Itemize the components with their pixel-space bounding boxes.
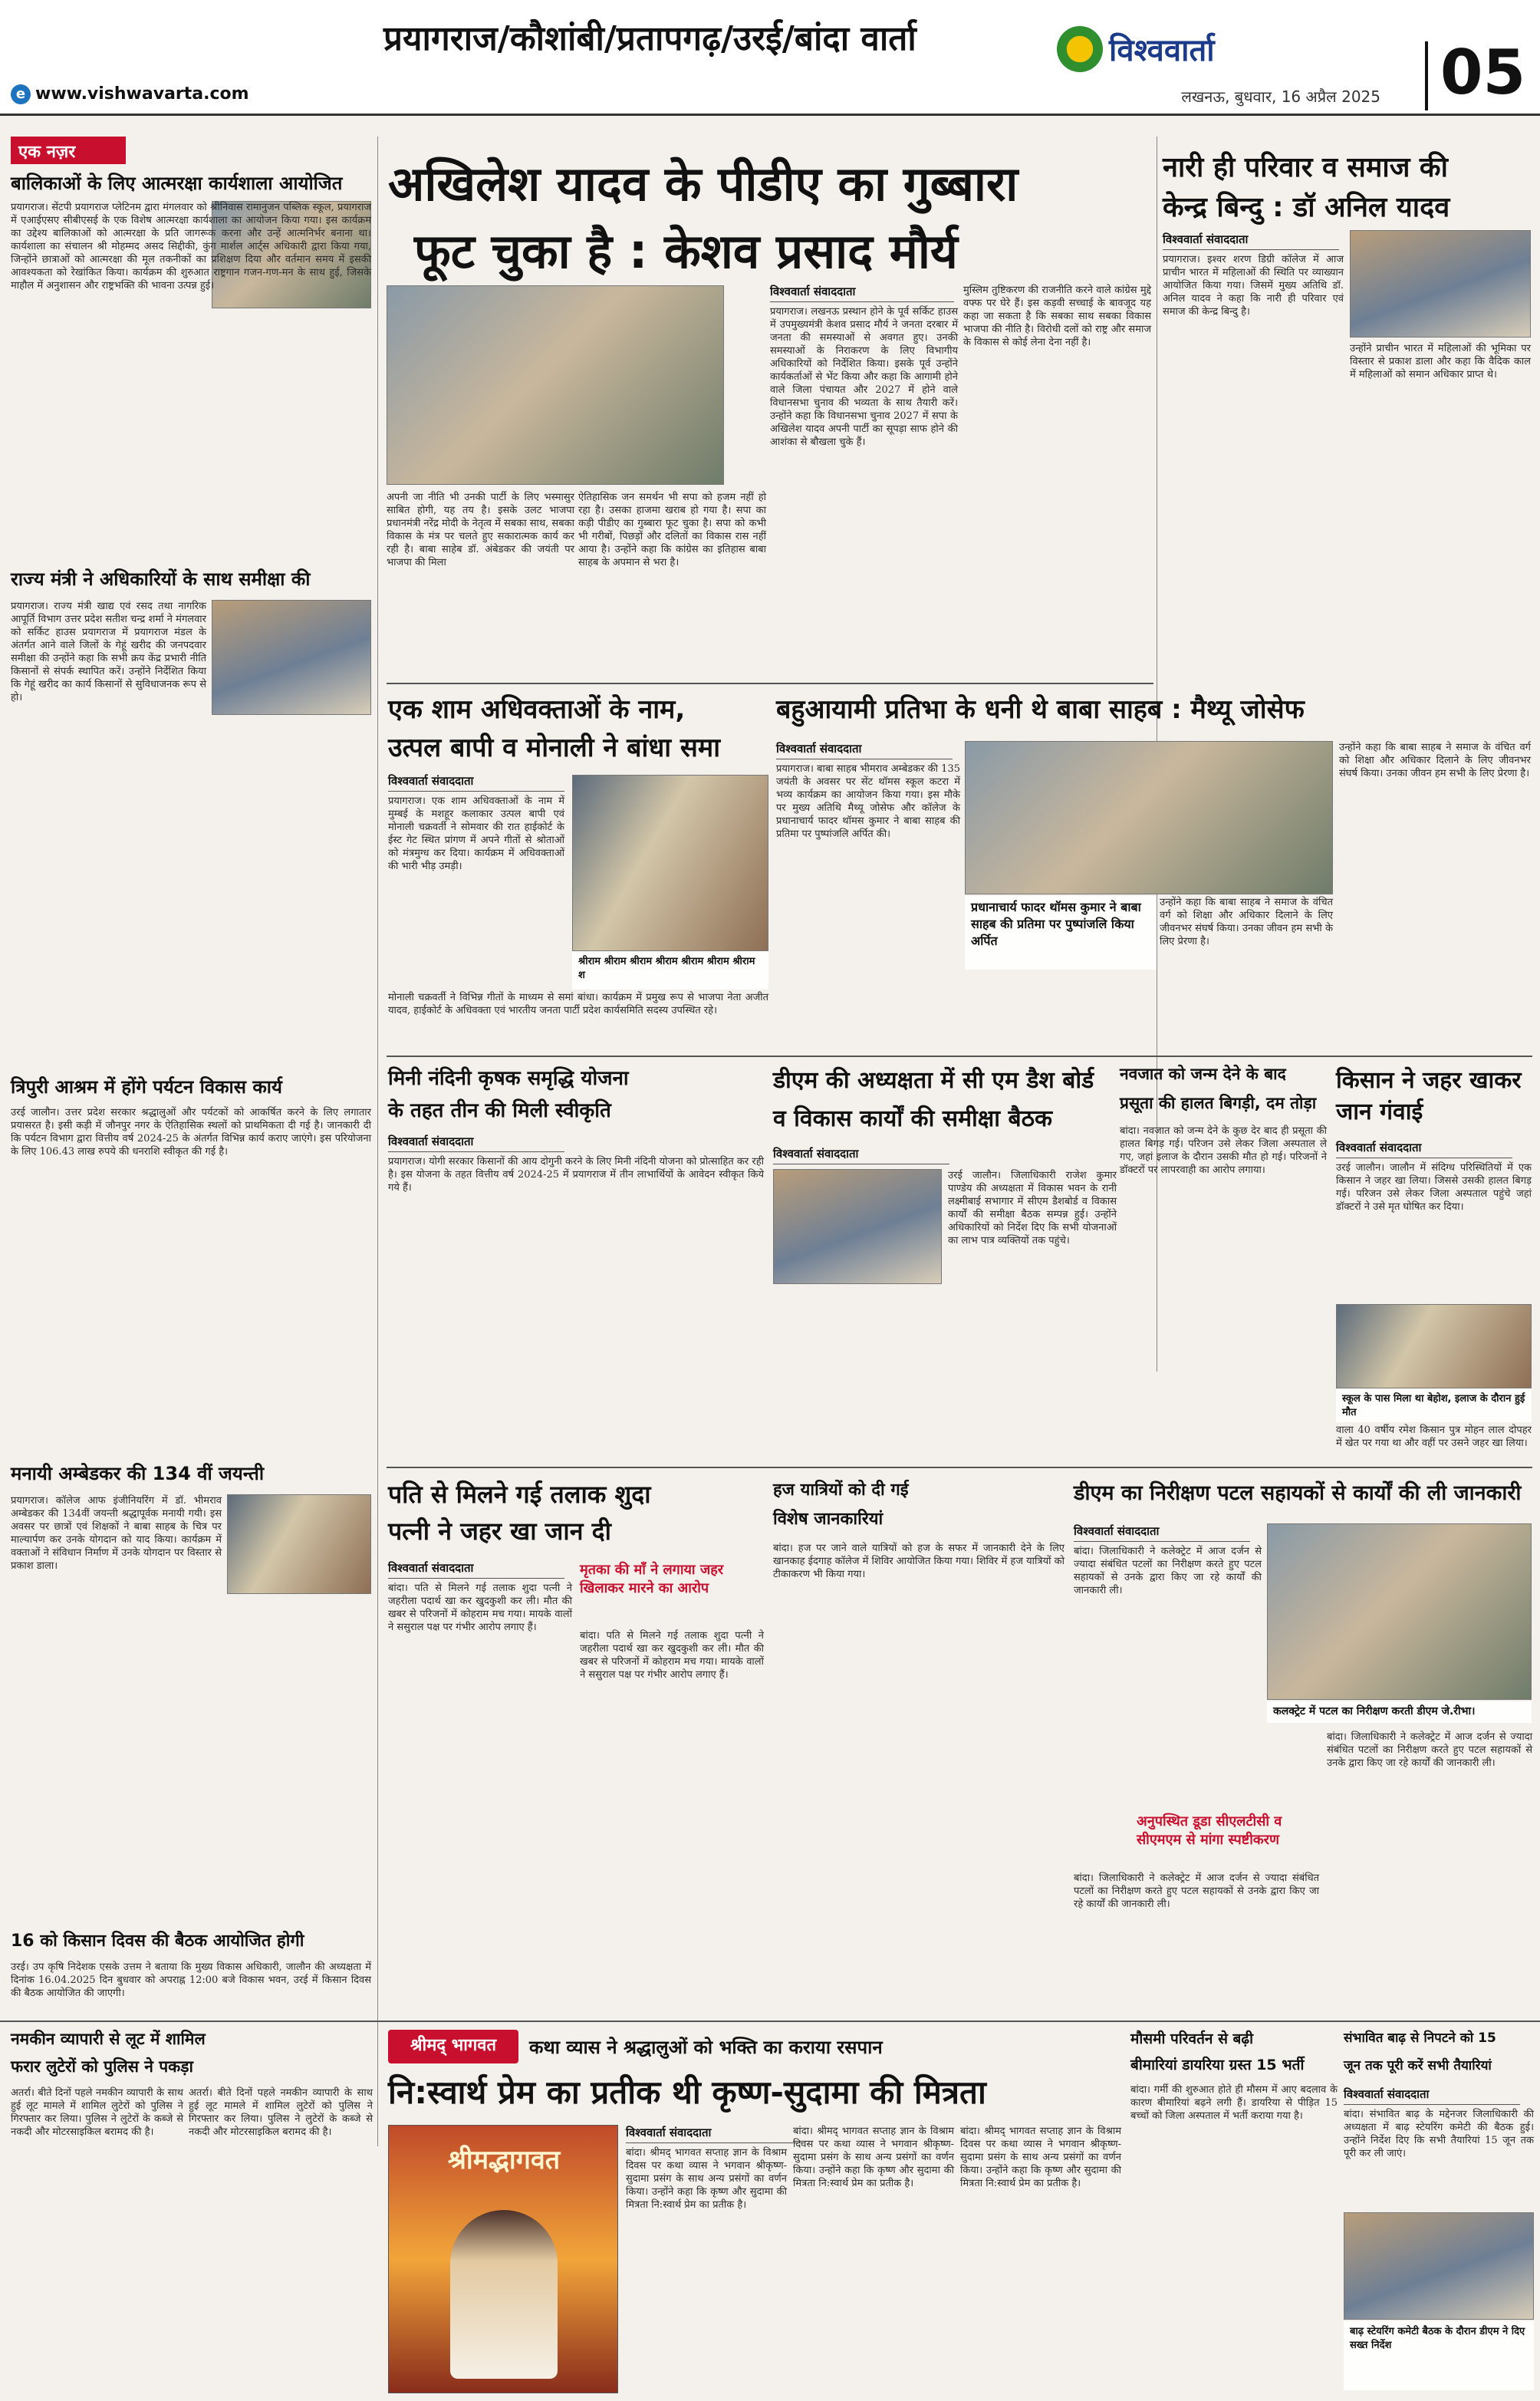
- baba-byline: विश्ववार्ता संवाददाता: [776, 741, 953, 759]
- pati-body: बांदा। पति से मिलने गई तलाक शुदा पत्नी ने जहरीला पदार्थ खा कर खुदकुशी कर ली। मौत की खबर से परिजनों में कोहराम मच गया। मायके वालों ने ससुराल पक्ष पर गंभीर आरोप लगाए हैं।: [388, 1583, 576, 1633]
- baadh-photo-caption: बाढ़ स्टेयरिंग कमेटी बैठक के दौरान डीएम ने दिए सख्त निर्देश: [1344, 2321, 1534, 2390]
- mausam-headline-line-1: मौसमी परिवर्तन से बढ़ी: [1130, 2030, 1253, 2047]
- mini-headline-line-2: के तहत तीन की मिली स्वीकृति: [388, 1099, 611, 1122]
- bhagwat-byline: विश्ववार्ता संवाददाता: [626, 2125, 802, 2143]
- mid-photo: [572, 775, 768, 951]
- left-column: [11, 137, 375, 1951]
- pati-byline: विश्ववार्ता संवाददाता: [388, 1560, 564, 1579]
- website-icon: e: [11, 84, 31, 104]
- mini-body: प्रयागराज। योगी सरकार किसानों की आय दोगुनी करने के लिए मिनी नंदिनी योजना को प्रोत्साहित कर रही है। इस योजना के तहत वित्तीय वर्ष 2024-25 में प्रयागराज में तीन लाभार्थियों के आवेदन स्वीकृत किये गये हैं।: [388, 1156, 768, 1194]
- pati-headline-line-1: पति से मिलने गई तलाक शुदा: [388, 1480, 651, 1509]
- mini-byline: विश्ववार्ता संवाददाता: [388, 1134, 564, 1152]
- bhagwat-poster-text: श्रीमद्भागवत: [447, 2145, 561, 2175]
- bhagwat-body: बांदा। श्रीमद् भागवत सप्ताह ज्ञान के विश्राम दिवस पर कथा व्यास ने भगवान श्रीकृष्ण-सुदामा प्रसंग के साथ अन्य प्रसंगों का वर्णन किया। उन्होंने कहा कि कृष्ण और सुदामा की मित्रता नि:स्वार्थ प्रेम का प्रतीक है।: [626, 2147, 791, 2211]
- website-url[interactable]: www.vishwavarta.com: [35, 84, 249, 104]
- baba-body-3: उन्होंने कहा कि बाबा साहब ने समाज के वंचित वर्ग को शिक्षा और अधिकार दिलाने के लिए जीवनभर संघर्ष किया। उनका जीवन हम सभी के लिए प्रेरणा है।: [1339, 742, 1535, 779]
- baadh-body: बांदा। संभावित बाढ़ के मद्देनजर जिलाधिकारी की अध्यक्षता में बाढ़ स्टेयरिंग कमेटी की बैठक हुई। उन्होंने निर्देश दिए कि सभी तैयारियां 15 जून तक पूरी कर ली जाएं।: [1344, 2109, 1538, 2159]
- mausam-body: बांदा। गर्मी की शुरुआत होते ही मौसम में आए बदलाव के कारण बीमारियां बढ़ने लगी हैं। डायरिया से पीड़ित 15 बच्चों को जिला अस्पताल में भर्ती कराया गया है।: [1130, 2084, 1341, 2122]
- bhagwat-body-3: बांदा। श्रीमद् भागवत सप्ताह ज्ञान के विश्राम दिवस पर कथा व्यास ने भगवान श्रीकृष्ण-सुदामा प्रसंग के साथ अन्य प्रसंगों का वर्णन किया। उन्होंने कहा कि कृष्ण और सुदामा की मित्रता नि:स्वार्थ प्रेम का प्रतीक है।: [960, 2126, 1125, 2189]
- kisan-photo-caption: स्कूल के पास मिला था बेहोश, इलाज के दौरान हुई मौत: [1336, 1388, 1532, 1422]
- kisan-photo: [1336, 1304, 1532, 1388]
- namkeen-headline-line-2: फरार लुटेरों को पुलिस ने पकड़ा: [11, 2057, 193, 2076]
- left-story-3-body: उरई जालौन। उत्तर प्रदेश सरकार श्रद्धालुओं और पर्यटकों को आकर्षित करने के लिए लगातार प्रयासरत है। इसी कड़ी में जौनपुर नगर के ऐतिहासिक स्थलों को प्राथमिकता दी गई है। जानकारी दी कि पर्यटन विभाग द्वारा वित्तीय वर्ष 2024-25 के अंतर्गत विभिन्न कार्य कराए जाएंगे। इस परियोजना के लिए 106.43 लाख रुपये की धनराशि स्वीकृत की गई है।: [11, 1107, 375, 1158]
- baba-body: प्रयागराज। बाबा साहब भीमराव अम्बेडकर की 135 जयंती के अवसर पर सेंट थॉमस स्कूल कटरा में भव्य कार्यक्रम का आयोजन किया गया। इस मौके पर मुख्य अतिथि मैथ्यू जोसेफ और कॉलेज के प्रधानाचार्य फादर थॉमस कुमार ने बाबा साहब की प्रतिमा पर पुष्पांजलि अर्पित की।: [776, 763, 964, 840]
- lead-headline-line-2: फूट चुका है : केशव प्रसाद मौर्य: [414, 223, 958, 279]
- left-story-4-photo: [227, 1494, 371, 1594]
- dm-headline-line-1: डीएम की अध्यक्षता में सी एम डैश बोर्ड: [773, 1067, 1094, 1094]
- baadh-headline-line-1: संभावित बाढ़ से निपटने को 15: [1344, 2030, 1496, 2046]
- left-story-4-headline: मनायी अम्बेडकर की 134 वीं जयन्ती: [11, 1463, 265, 1484]
- baadh-byline: विश्ववार्ता संवाददाता: [1344, 2086, 1520, 2105]
- dm-visit-body: बांदा। जिलाधिकारी ने कलेक्ट्रेट में आज दर्जन से ज्यादा संबंधित पटलों का निरीक्षण करते हुए पटल सहायकों से उनके द्वारा किए जा रहे कार्यों की जानकारी ली।: [1074, 1546, 1265, 1596]
- lower-rule: [387, 1467, 1532, 1468]
- kisan-body: उरई जालौन। जालौन में संदिग्ध परिस्थितियों में एक किसान ने जहर खा लिया। जिससे उसकी हालत बिगड़ गई। परिजन उसे लेकर जिला अस्पताल पहुंचे जहां डॉक्टरों ने उसे मृत घोषित कर दिया।: [1336, 1162, 1535, 1213]
- navjat-body: बांदा। नवजात को जन्म देने के कुछ देर बाद ही प्रसूता की हालत बिगड़ गई। परिजन उसे लेकर जिला अस्पताल ले गए, जहां इलाज के दौरान उसकी मौत हो गई। परिजनों ने डॉक्टरों पर लापरवाही का आरोप लगाया।: [1120, 1125, 1331, 1176]
- haj-headline-line-2: विशेष जानकारियां: [773, 1510, 884, 1529]
- baba-photo-caption: प्रधानाचार्य फादर थॉमस कुमार ने बाबा साहब की प्रतिमा पर पुष्पांजलि किया अर्पित: [965, 896, 1157, 970]
- nari-body: प्रयागराज। इश्वर शरण डिग्री कॉलेज में आज प्राचीन भारत में महिलाओं की स्थिति पर व्याख्यान आयोजित किया गया। जिसमें मुख्य अतिथि डॉ. अनिल यादव ने कहा कि नारी ही परिवार एवं समाज की केन्द्र बिन्दु है।: [1163, 254, 1348, 318]
- dm-photo: [773, 1169, 942, 1284]
- kisan-byline: विश्ववार्ता संवाददाता: [1336, 1140, 1512, 1158]
- left-story-4-body: प्रयागराज। कॉलेज आफ इंजीनियरिंग में डॉ. भीमराव अम्बेडकर की 134वीं जयन्ती श्रद्धापूर्वक मनायी गयी। इस अवसर पर छात्रों एवं शिक्षकों ने बाबा साहब के चित्र पर माल्यार्पण कर उनके योगदान को याद किया। कार्यक्रम में वक्ताओं ने संविधान निर्माण में उनके योगदान पर विस्तार से प्रकाश डाला।: [11, 1495, 225, 1572]
- lead-body-col-2: अपनी जा नीति भी उनकी पार्टी के लिए भस्मासुर साबित होगी, यह तय है। इसके उलट भाजपा प्रधानमंत्री नरेंद्र मोदी के नेतृत्व में सबका साथ, सबका विकास के मंत्र पर चलते हुए सकारात्मक कार्य कर रही है। बाबा साहेब डॉ. अंबेडकर की जयंती पर भाजपा की मिला: [387, 492, 578, 568]
- lead-photo: [387, 285, 724, 485]
- pati-body-2: बांदा। पति से मिलने गई तलाक शुदा पत्नी ने जहरीला पदार्थ खा कर खुदकुशी कर ली। मौत की खबर से परिजनों में कोहराम मच गया। मायके वालों ने ससुराल पक्ष पर गंभीर आरोप लगाए हैं।: [580, 1630, 768, 1681]
- mid-photo-caption: श्रीराम श्रीराम श्रीराम श्रीराम श्रीराम श्रीराम श्रीराम श: [572, 951, 768, 990]
- baba-body-2: उन्होंने कहा कि बाबा साहब ने समाज के वंचित वर्ग को शिक्षा और अधिकार दिलाने के लिए जीवनभर संघर्ष किया। उनका जीवन हम सभी के लिए प्रेरणा है।: [1160, 897, 1337, 947]
- dm-visit-photo-caption: कलक्ट्रेट में पटल का निरीक्षण करती डीएम जे.रीभा।: [1267, 1701, 1532, 1723]
- nari-byline: विश्ववार्ता संवाददाता: [1163, 232, 1339, 250]
- namkeen-headline-line-1: नमकीन व्यापारी से लूट में शामिल: [11, 2030, 206, 2048]
- mausam-headline-line-2: बीमारियां डायरिया ग्रस्त 15 भर्ती: [1130, 2057, 1305, 2073]
- lead-rule: [387, 683, 1153, 684]
- left-story-5-headline: 16 को किसान दिवस की बैठक आयोजित होगी: [11, 1932, 304, 1951]
- nari-headline-line-1: नारी ही परिवार व समाज की: [1163, 152, 1448, 183]
- left-story-2-headline: राज्य मंत्री ने अधिकारियों के साथ समीक्षा की: [11, 568, 311, 590]
- lead-body-col-3: ऐतिहासिक जन समर्थन भी सपा को हजम नहीं हो रहा है। उसका हाजमा खराब हो गया है। सपा का कड़ी पीडीए का गुब्बारा फूट चुका है। सपा को कभी भी गरीबों, पिछड़ों और दलितों का विकास रास नहीं आया है। उन्होंने कहा कि कांग्रेस का इतिहास बाबा साहब के अपमान से भरा है।: [578, 492, 770, 568]
- dm-visit-byline: विश्ववार्ता संवाददाता: [1074, 1523, 1250, 1542]
- brand-name: विश्ववार्ता: [1109, 33, 1215, 68]
- dm-visit-photo: [1267, 1523, 1532, 1700]
- mini-headline-line-1: मिनी नंदिनी कृषक समृद्धि योजना: [388, 1067, 629, 1090]
- pati-pull-quote: मृतका की माँ ने लगाया जहर खिलाकर मारने का आरोप: [580, 1562, 724, 1596]
- dm-body: उरई जालौन। जिलाधिकारी राजेश कुमार पाण्डेय की अध्यक्षता में विकास भवन के रानी लक्ष्मीबाई सभागार में सीएम डैशबोर्ड व विकास कार्यों की समीक्षा बैठक सम्पन्न हुई। उन्होंने अधिकारियों को निर्देश दिए कि सभी योजनाओं का लाभ पात्र व्यक्तियों तक पहुंचे।: [948, 1170, 1120, 1247]
- baadh-photo: [1344, 2212, 1534, 2320]
- pati-headline-line-2: पत्नी ने जहर खा जान दी: [388, 1517, 611, 1546]
- baadh-headline-line-2: जून तक पूरी करें सभी तैयारियां: [1344, 2058, 1492, 2073]
- dm-visit-headline: डीएम का निरीक्षण पटल सहायकों से कार्यों की ली जानकारी: [1074, 1481, 1522, 1505]
- dateline: लखनऊ, बुधवार, 16 अप्रैल 2025: [1181, 87, 1380, 106]
- mid-rule: [387, 1056, 1532, 1057]
- haj-headline-line-1: हज यात्रियों को दी गई: [773, 1480, 909, 1500]
- nari-headline-line-2: केन्द्र बिन्दु : डॉ अनिल यादव: [1163, 192, 1450, 223]
- mid-headline-line-2: उत्पल बापी व मोनाली ने बांधा समा: [388, 733, 721, 763]
- bhagwat-poster: [388, 2125, 618, 2393]
- masthead-rule: [0, 114, 1540, 116]
- left-story-1-headline: बालिकाओं के लिए आत्मरक्षा कार्यशाला आयोजित: [11, 173, 343, 194]
- section-title: प्रयागराज/कौशांबी/प्रतापगढ़/उरई/बांदा वार्ता: [383, 19, 916, 58]
- bottom-rule: [0, 2021, 1540, 2022]
- ek-nazar-tag: एक नज़र: [11, 137, 126, 164]
- navjat-headline-line-2: प्रसूता की हालत बिगड़ी, दम तोड़ा: [1120, 1094, 1317, 1112]
- brand-logo-icon: [1057, 26, 1103, 72]
- dm-byline: विश्ववार्ता संवाददाता: [773, 1146, 949, 1164]
- nari-body-2: उन्होंने प्राचीन भारत में महिलाओं की भूमिका पर विस्तार से प्रकाश डाला और कहा कि वैदिक काल में महिलाओं को समान अधिकार प्राप्त थे।: [1350, 343, 1535, 380]
- page-divider: [1425, 41, 1428, 110]
- left-column-rule: [377, 137, 378, 2146]
- dm-visit-body-2: बांदा। जिलाधिकारी ने कलेक्ट्रेट में आज दर्जन से ज्यादा संबंधित पटलों का निरीक्षण करते हुए पटल सहायकों से उनके द्वारा किए जा रहे कार्यों की जानकारी ली।: [1327, 1731, 1536, 1769]
- bhagwat-headline: नि:स्वार्थ प्रेम का प्रतीक थी कृष्ण-सुदामा की मित्रता: [388, 2073, 986, 2111]
- bhagwat-label-text: श्रीमद् भागवत: [410, 2036, 497, 2055]
- namkeen-body: अतर्रा। बीते दिनों पहले नमकीन व्यापारी के साथ हुई लूट मामले में शामिल लुटेरों को पुलिस ने गिरफ्तार कर लिया। पुलिस ने लुटेरों के कब्जे से नकदी और मोटरसाइकिल बरामद की है।: [11, 2087, 187, 2138]
- left-story-5-body: उरई। उप कृषि निदेशक एसके उत्तम ने बताया कि मुख्य विकास अधिकारी, जालौन की अध्यक्षता में दिनांक 16.04.2025 दिन बुधवार को अपराह्न 12:00 बजे विकास भवन, उरई में किसान दिवस की बैठक आयोजित की जाएगी।: [11, 1961, 375, 1999]
- kisan-body-2: वाला 40 वर्षीय रमेश किसान पुत्र मोहन लाल दोपहर में खेत पर गया था और वहीं पर उसने जहर खा लिया।: [1336, 1424, 1535, 1449]
- bhagwat-speaker-photo: [450, 2210, 558, 2379]
- left-story-2-photo: [212, 600, 371, 715]
- left-story-1-body: प्रयागराज। सेंटपी प्रयागराज प्लेटिनम द्वारा मंगलवार को श्रीनिवास रामानुजन पब्लिक स्कूल, प्रयागराज में एआईएसए सीबीएसई के एक विशेष आत्मरक्षा कार्यशाला का आयोजन किया गया। इस कार्यक्रम का उद्देश्य बालिकाओं को आत्मरक्षा के प्रति जागरूक करना और उन्हें आत्मनिर्भर बनाना था। कार्यशाला का संचालन श्री मोहम्मद असद सिद्दीकी, कुंग मार्शल आर्ट्स अधिकारी द्वारा किया गया, जिन्होंने छात्राओं को आत्मरक्षा की मूल तकनीकों का प्रशिक्षण दिया और वर्तमान समय में इसकी आवश्यकता को रेखांकित किया। कार्यक्रम की शुरुआत राष्ट्रगान गजन-गण-मन के साथ हुई, जिसके माहौल में अनुशासन और राष्ट्रभक्ति की भावना उत्पन्न हुई।: [11, 202, 375, 291]
- bhagwat-kicker: कथा व्यास ने श्रद्धालुओं को भक्ति का कराया रसपान: [529, 2037, 883, 2058]
- mid-body: प्रयागराज। एक शाम अधिवक्ताओं के नाम में मुम्बई के मशहूर कलाकार उत्पल बापी एवं मोनाली चक्रवर्ती ने सोमवार की रात हाईकोर्ट के ईस्ट गेट स्थित प्रांगण में अपने गीतों से श्रोताओं को मंत्रमुग्ध कर दिया। कार्यक्रम में अधिवक्ताओं की भारी भीड़ उमड़ी।: [388, 795, 568, 872]
- baba-photo: [965, 741, 1333, 894]
- mid-byline: विश्ववार्ता संवाददाता: [388, 773, 564, 792]
- kisan-headline: किसान ने जहर खाकर जान गंवाई: [1336, 1067, 1522, 1125]
- lead-byline: विश्ववार्ता संवाददाता: [770, 284, 954, 302]
- namkeen-body-2: अतर्रा। बीते दिनों पहले नमकीन व्यापारी के साथ हुई लूट मामले में शामिल लुटेरों को पुलिस ने गिरफ्तार कर लिया। पुलिस ने लुटेरों के कब्जे से नकदी और मोटरसाइकिल बरामद की है।: [189, 2087, 377, 2138]
- nari-photo: [1350, 230, 1531, 338]
- left-story-2-body: प्रयागराज। राज्य मंत्री खाद्य एवं रसद तथा नागरिक आपूर्ति विभाग उत्तर प्रदेश सतीश चन्द्र शर्मा ने मंगलवार को सर्किट हाउस प्रयागराज में प्रयागराज मंडल के अंतर्गत आने वाले जिलों के गेहूं खरीद की जनपदवार समीक्षा की उन्होंने कहा कि सभी क्रय केंद्र प्रभारी नीति किसानों से संपर्क स्थापित करें। उन्होंने निर्देशित किया कि गेहूं खरीद का कार्य किसानों से सुविधाजनक रूप से हो।: [11, 601, 210, 703]
- lead-headline-line-1: अखिलेश यादव के पीडीए का गुब्बारा: [388, 156, 1018, 212]
- masthead: [0, 0, 1540, 115]
- bhagwat-label: [388, 2030, 518, 2063]
- dm-headline-line-2: व विकास कार्यों की समीक्षा बैठक: [773, 1105, 1053, 1132]
- lead-body-col-1: प्रयागराज। लखनऊ प्रस्थान होने के पूर्व सर्किट हाउस में उपमुख्यमंत्री केशव प्रसाद मौर्य ने जनता दरबार में जनता की समस्याओं से अवगत हुए। उनकी समस्याओं के निराकरण के लिए विभागीय अधिकारियों को निर्देशित किया। इसके पूर्व उन्होंने कार्यकर्ताओं से भेंट किया और कहा कि आगामी होने वाले जिला पंचायत और 2027 में होने वाले विधानसभा चुनाव की भव्यता के साथ तैयारी करें। उन्होंने कहा कि विधानसभा चुनाव 2027 में सपा के अखिलेश यादव अपनी पार्टी का सूपड़ा साफ होने की आशंका से बौखला चुके हैं।: [770, 306, 962, 448]
- baba-headline: बहुआयामी प्रतिभा के धनी थे बाबा साहब : मैथ्यू जोसेफ: [776, 694, 1305, 725]
- lead-body-col-4: मुस्लिम तुष्टिकरण की राजनीति करने वाले कांग्रेस मुद्दे वफ्फ पर घेरे हैं। इस कड़वी सच्चाई के बावजूद यह कहा जा सकता है कि सबका साथ सबका विकास भाजपा की नीति है। विरोधी दलों को राष्ट्र और समाज के विकास से कोई लेना देना नहीं है।: [963, 285, 1155, 348]
- bhagwat-body-2: बांदा। श्रीमद् भागवत सप्ताह ज्ञान के विश्राम दिवस पर कथा व्यास ने भगवान श्रीकृष्ण-सुदामा प्रसंग के साथ अन्य प्रसंगों का वर्णन किया। उन्होंने कहा कि कृष्ण और सुदामा की मित्रता नि:स्वार्थ प्रेम का प्रतीक है।: [793, 2126, 958, 2189]
- dm-visit-body-3: बांदा। जिलाधिकारी ने कलेक्ट्रेट में आज दर्जन से ज्यादा संबंधित पटलों का निरीक्षण करते हुए पटल सहायकों से उनके द्वारा किए जा रहे कार्यों की जानकारी ली।: [1074, 1872, 1323, 1910]
- left-story-3-headline: त्रिपुरी आश्रम में होंगे पर्यटन विकास कार्य: [11, 1076, 282, 1098]
- navjat-headline-line-1: नवजात को जन्म देने के बाद: [1120, 1065, 1286, 1083]
- haj-body: बांदा। हज पर जाने वाले यात्रियों को हज के सफर में जानकारी देने के लिए खानकाह ईदगाह कॉलेज में शिविर आयोजित किया गया। शिविर में हज यात्रियों को टीकाकरण भी किया गया।: [773, 1543, 1068, 1580]
- mid-headline-line-1: एक शाम अधिवक्ताओं के नाम,: [388, 694, 686, 725]
- dm-visit-pull-quote: अनुपस्थित डूडा सीएलटीसी व सीएमएम से मांगा स्पष्टीकरण: [1137, 1813, 1282, 1848]
- lead-photo-image: [387, 285, 724, 485]
- mid-body-2: मोनाली चक्रवर्ती ने विभिन्न गीतों के माध्यम से समां बांधा। कार्यक्रम में प्रमुख रूप से भाजपा नेता अजीत यादव, हाईकोर्ट के अधिवक्ता एवं भारतीय जनता पार्टी प्रदेश कार्यसमिति सदस्य उपस्थित रहे।: [388, 992, 772, 1016]
- page-number: 05: [1440, 37, 1526, 108]
